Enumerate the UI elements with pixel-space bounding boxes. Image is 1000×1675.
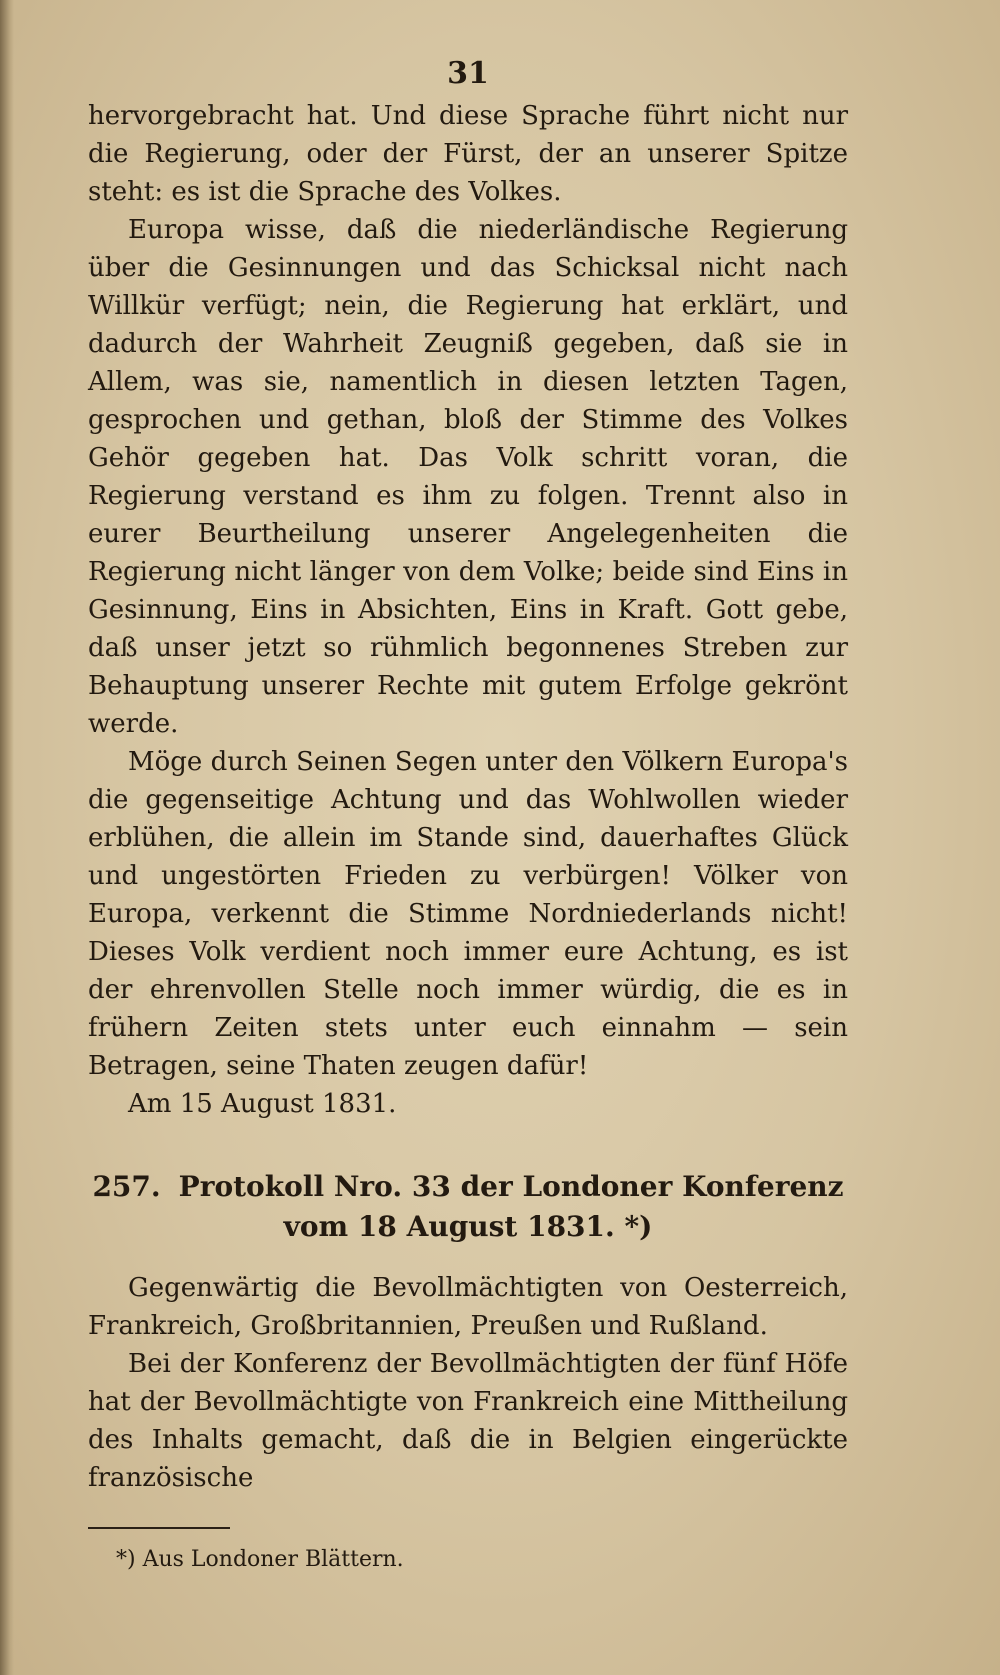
section-paragraph-conference: Bei der Konferenz der Bevollmächtigten der fünf Höfe hat der Bevollmächtigte von Frankreich eine Mittheilung des Inhalts gemacht, daß die in Belgien eingerückte französische [88, 1349, 848, 1493]
section-number: 257. [92, 1170, 161, 1203]
page-binding-edge [0, 0, 14, 1675]
page-number: 31 [447, 56, 489, 91]
footnote-rule [88, 1527, 230, 1529]
section-heading [88, 1167, 848, 1247]
page-content [88, 56, 848, 1575]
paragraph-continuation: hervorgebracht hat. Und diese Sprache führt nicht nur die Regierung, oder der Fürst, der an unserer Spitze steht: es ist die Sprache des Volkes. [88, 101, 848, 207]
date-line: Am 15 August 1831. [128, 1089, 397, 1119]
paragraph-moege: Möge durch Seinen Segen unter den Völkern Europa's die gegenseitige Achtung und das Wohlwollen wieder erblühen, die allein im Stande sind, dauerhaftes Glück und ungestörten Frieden zu verbürgen! Völker von Europa, verkennt die Stimme Nordniederlands nicht! Dieses Volk verdient noch immer eure Achtung, es ist der ehrenvollen Stelle noch immer würdig, die es in frühern Zeiten stets unter euch einnahm — sein Betragen, seine Thaten zeugen dafür! [88, 747, 848, 1081]
section-paragraph-present: Gegenwärtig die Bevollmächtigten von Oesterreich, Frankreich, Großbritannien, Preußen und Rußland. [88, 1273, 848, 1341]
section-title: Protokoll Nro. 33 der Londoner Konferenz vom 18 August 1831. *) [178, 1170, 844, 1243]
paragraph-europa: Europa wisse, daß die niederländische Regierung über die Gesinnungen und das Schicksal nicht nach Willkür verfügt; nein, die Regierung hat erklärt, und dadurch der Wahrheit Zeugniß gegeben, daß sie in Allem, was sie, namentlich in diesen letzten Tagen, gesprochen und gethan, bloß der Stimme des Volkes Gehör gegeben hat. Das Volk schritt voran, die Regierung verstand es ihm zu folgen. Trennt also in eurer Beurtheilung unserer Angelegenheiten die Regierung nicht länger von dem Volke; beide sind Eins in Gesinnung, Eins in Absichten, Eins in Kraft. Gott gebe, daß unser jetzt so rühmlich begonnenes Streben zur Behauptung unserer Rechte mit gutem Erfolge gekrönt werde. [88, 215, 848, 739]
footnote: *) Aus Londoner Blättern. [116, 1547, 404, 1572]
